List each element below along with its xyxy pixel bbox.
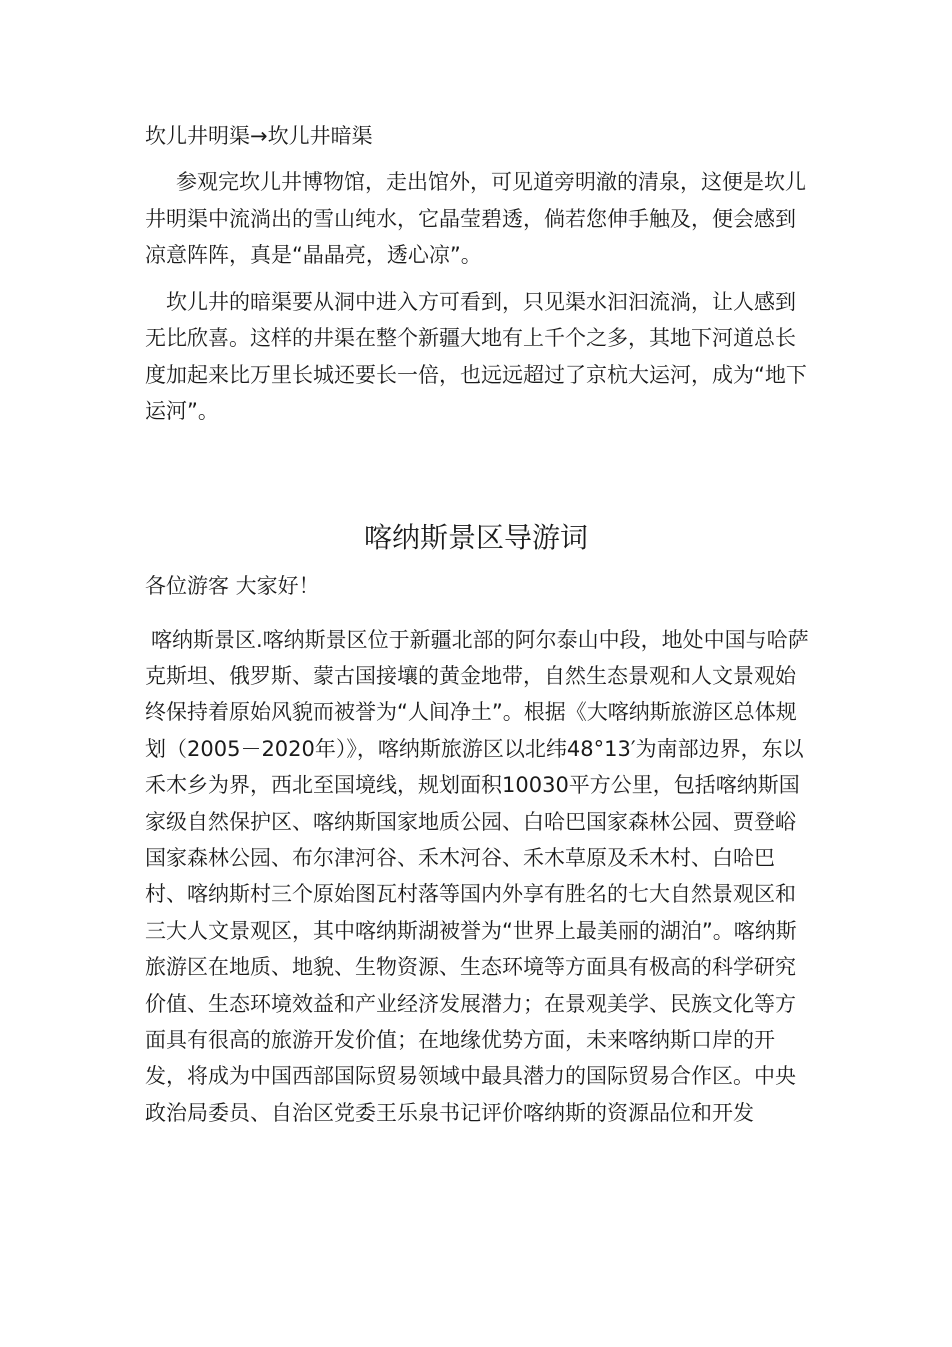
document-body [145,118,815,1131]
page-title: 喀纳斯景区导游词 [363,520,588,554]
paragraph-hidden-channel: 坎儿井的暗渠要从洞中进入方可看到，只见渠水汩汩流淌，让人感到无比欣喜。这样的井渠在整个新疆大地有上千个之多，其地下河道总长度加起来比万里长城还要长一倍，也远远超过了京杭大运河，成为“地下运河”。 [145,289,807,423]
greeting-line: 各位游客 大家好！ [145,573,320,598]
section-heading: 坎儿井明渠→坎儿井暗渠 [145,124,373,148]
paragraph-open-channel: 参观完坎儿井博物馆，走出馆外，可见道旁明澈的清泉，这便是坎儿井明渠中流淌出的雪山纯水，它晶莹碧透，倘若您伸手触及，便会感到凉意阵阵，真是“晶晶亮，透心凉”。 [145,170,806,267]
paragraph-kanas-intro: 喀纳斯景区.喀纳斯景区位于新疆北部的阿尔泰山中段，地处中国与哈萨克斯坦、俄罗斯、蒙古国接壤的黄金地带，自然生态景观和人文景观始终保持着原始风貌而被誉为“人间净土”。根据《大喀纳斯旅游区总体规划（2005－2020年）》，喀纳斯旅游区以北纬48°13′为南部边界，东以禾木乡为界，西北至国境线，规划面积10030平方公里，包括喀纳斯国家级自然保护区、喀纳斯国家地质公园、白哈巴国家森林公园、贾登峪国家森林公园、布尔津河谷、禾木河谷、禾木草原及禾木村、白哈巴村、喀纳斯村三个原始图瓦村落等国内外享有胜名的七大自然景观区和三大人文景观区，其中喀纳斯湖被誉为“世界上最美丽的湖泊”。喀纳斯旅游区在地质、地貌、生物资源、生态环境等方面具有极高的科学研究价值、生态环境效益和产业经济发展潜力；在景观美学、民族文化等方面具有很高的旅游开发价值；在地缘优势方面，未来喀纳斯口岸的开发，将成为中国西部国际贸易领域中最具潜力的国际贸易合作区。中央政治局委员、自治区党委王乐泉书记评价喀纳斯的资源品位和开发 [145,627,809,1125]
